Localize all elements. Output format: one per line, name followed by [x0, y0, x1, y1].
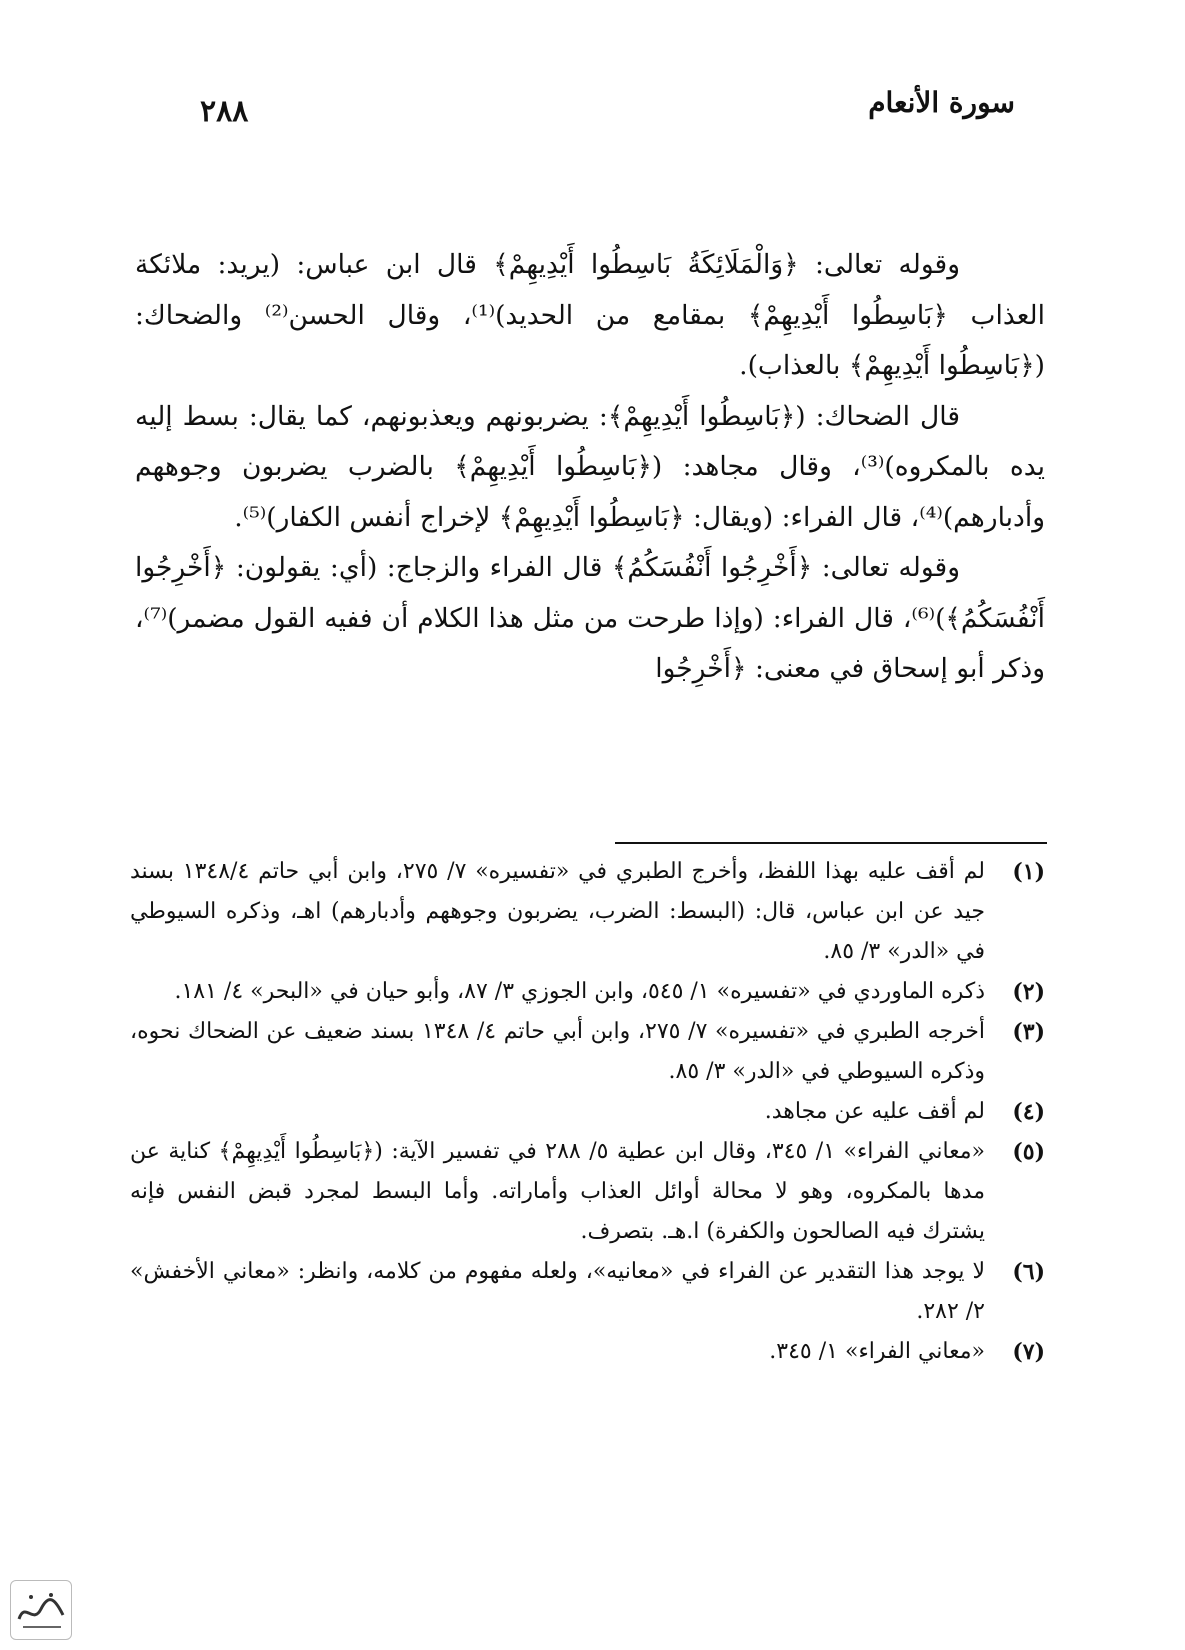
footnote-number: (٢): [1012, 979, 1045, 1005]
footnote-number: (١): [1012, 859, 1045, 885]
paragraph-1: وقوله تعالى: ﴿وَالْمَلَائِكَةُ بَاسِطُوا أَيْدِيهِمْ﴾ قال ابن عباس: (يريد: ملائكة العذاب ﴿بَاسِطُوا أَيْدِيهِمْ﴾ بمقامع من الحديد)⁽¹⁾، وقال الحسن⁽²⁾ والضحاك: (﴿بَاسِطُوا أَيْدِيهِمْ﴾ بالعذاب).: [135, 249, 1045, 381]
footnote-number: (٦): [1012, 1259, 1045, 1285]
footnote-number: (٣): [1012, 1019, 1045, 1045]
footnote-text: أخرجه الطبري في «تفسيره» ٧/ ٢٧٥، وابن أبي حاتم ٤/ ١٣٤٨ بسند ضعيف عن الضحاك نحوه، وذكره السيوطي في «الدر» ٣/ ٨٥.: [130, 1019, 986, 1084]
footnote-number: (٧): [1012, 1339, 1045, 1365]
footnote: [130, 1092, 1045, 1132]
sura-title: سورة الأنعام: [868, 86, 1015, 119]
page-number: ٢٨٨: [200, 94, 249, 129]
footnote-number: (٥): [1012, 1139, 1045, 1165]
footnote-number: (٤): [1012, 1099, 1045, 1125]
footnote-text: لا يوجد هذا التقدير عن الفراء في «معانيه»، ولعله مفهوم من كلامه، وانظر: «معاني الأخفش» ٢/ ٢٨٢.: [130, 1259, 985, 1324]
footnote: [130, 1012, 1045, 1092]
footnote: [130, 972, 1045, 1012]
calligraphy-logo-icon: [10, 1580, 72, 1640]
main-text: [135, 240, 1045, 695]
paragraph-2: قال الضحاك: (﴿بَاسِطُوا أَيْدِيهِمْ﴾: يضربونهم ويعذبونهم، كما يقال: بسط إليه يده بالمكروه)⁽³⁾، وقال مجاهد: (﴿بَاسِطُوا أَيْدِيهِمْ﴾ بالضرب يضربون وجوههم وأدبارهم)⁽⁴⁾، قال الفراء: (ويقال: ﴿بَاسِطُوا أَيْدِيهِمْ﴾ لإخراج أنفس الكفار)⁽⁵⁾.: [135, 400, 1045, 533]
footnote-text: ذكره الماوردي في «تفسيره» ١/ ٥٤٥، وابن الجوزي ٣/ ٨٧، وأبو حيان في «البحر» ٤/ ١٨١.: [174, 979, 985, 1004]
footnote-text: لم أقف عليه عن مجاهد.: [764, 1099, 985, 1124]
paragraph-3: وقوله تعالى: ﴿أَخْرِجُوا أَنْفُسَكُمُ﴾ قال الفراء والزجاج: (أي: يقولون: ﴿أَخْرِجُوا أَنْفُسَكُمُ﴾)⁽⁶⁾، قال الفراء: (وإذا طرحت من مثل هذا الكلام أن ففيه القول مضمر)⁽⁷⁾، وذكر أبو إسحاق في معنى: ﴿أَخْرِجُوا: [135, 552, 1045, 684]
footnote: [130, 1332, 1045, 1372]
footnote: [130, 852, 1045, 972]
footnote-text: لم أقف عليه بهذا اللفظ، وأخرج الطبري في «تفسيره» ٧/ ٢٧٥، وابن أبي حاتم ١٣٤٨/٤ بسند جيد عن ابن عباس، قال: (البسط: الضرب، يضربون وجوههم وأدبارهم) اهـ، وذكره السيوطي في «الدر» ٣/ ٨٥.: [130, 859, 985, 964]
footnote-text: «معاني الفراء» ١/ ٣٤٥.: [769, 1339, 985, 1364]
footnotes: [130, 852, 1045, 1372]
footnote-text: «معاني الفراء» ١/ ٣٤٥، وقال ابن عطية ٥/ ٢٨٨ في تفسير الآية: (﴿بَاسِطُوا أَيْدِيهِمْ﴾ كناية عن مدها بالمكروه، وهو لا محالة أوائل العذاب وأماراته. وأما البسط لمجرد قبض النفس فإنه يشترك فيه الصالحون والكفرة) ا.هـ. بتصرف.: [130, 1139, 985, 1244]
footnote-separator: [615, 842, 1047, 844]
footnote: [130, 1252, 1045, 1332]
footnote: [130, 1132, 1045, 1252]
page-header: [200, 80, 1015, 130]
